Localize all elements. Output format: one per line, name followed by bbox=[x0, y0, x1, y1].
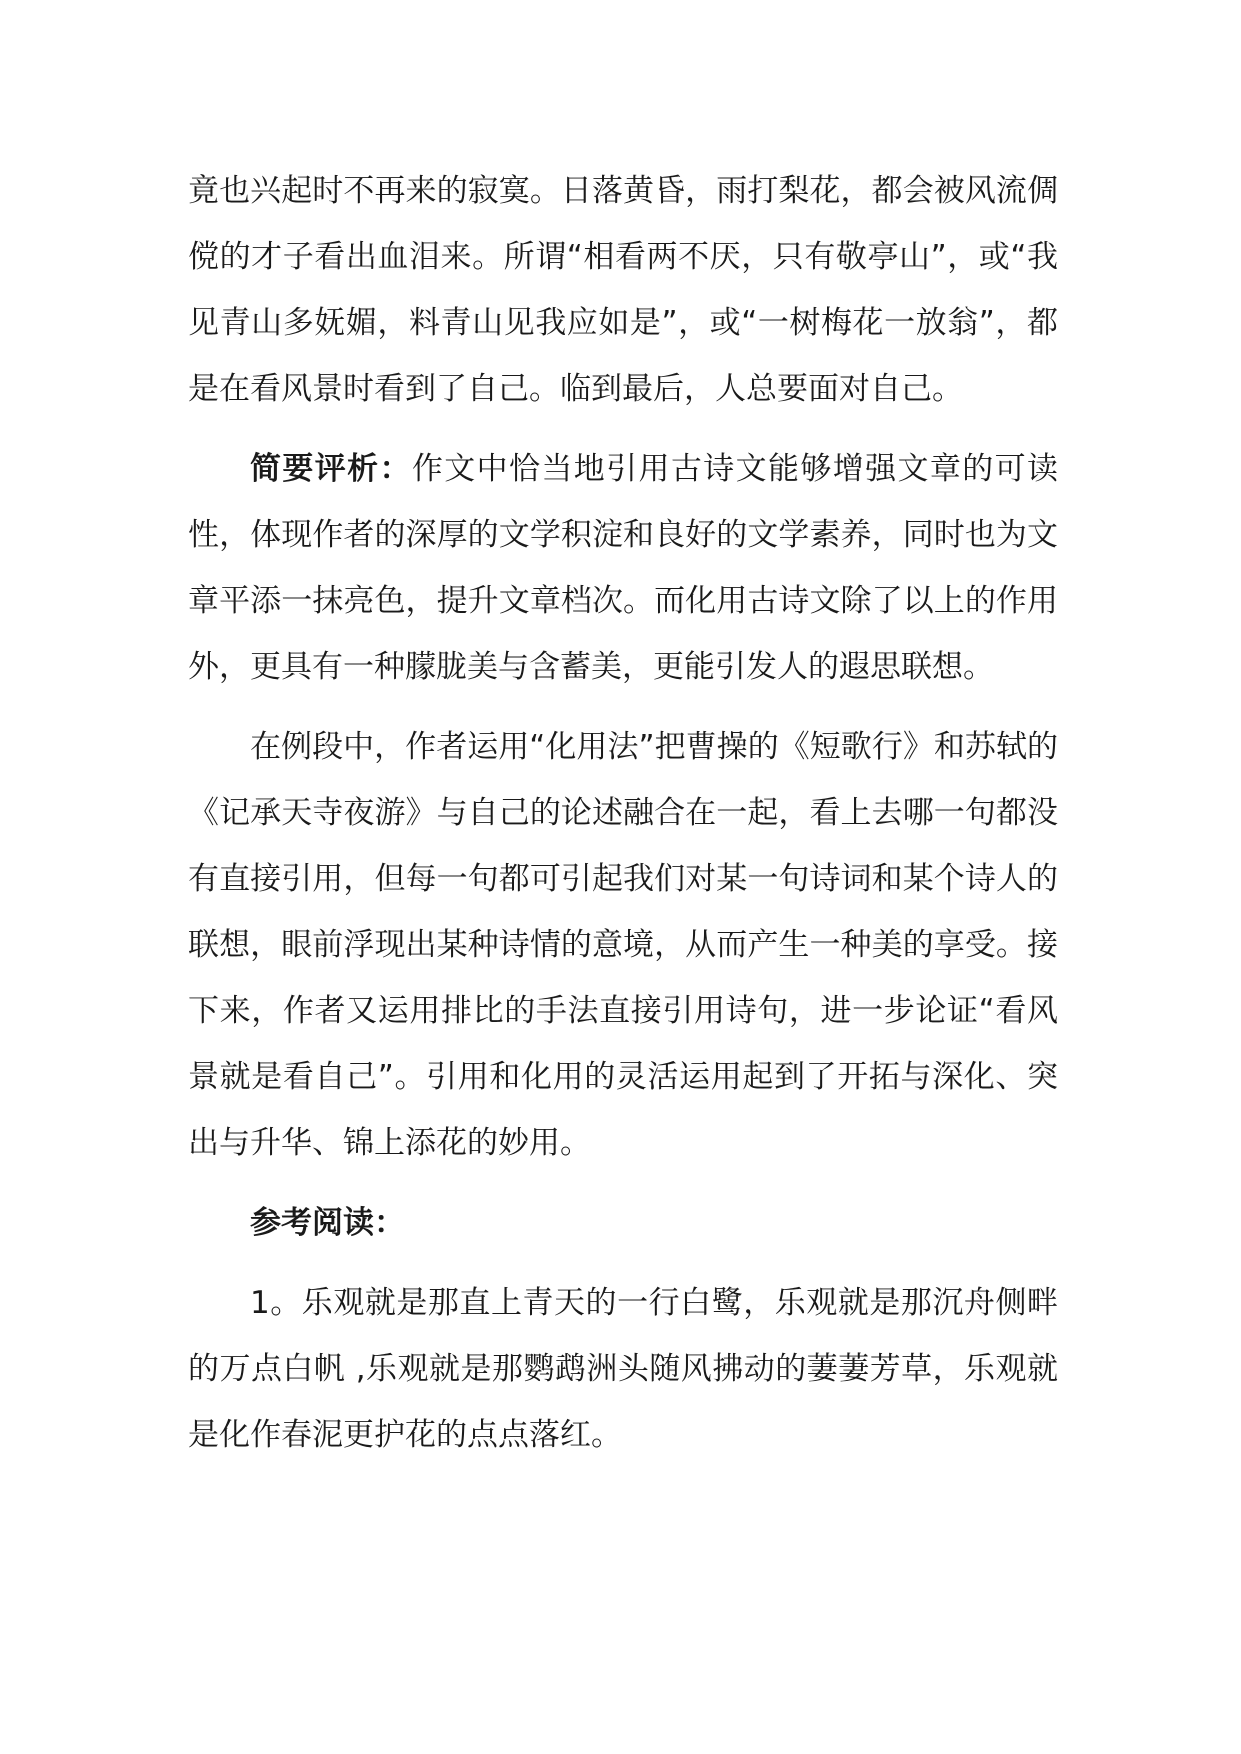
document-page bbox=[188, 158, 1058, 1468]
paragraph-brief-analysis bbox=[188, 436, 1058, 700]
brief-analysis-label: 简要评析： bbox=[250, 451, 412, 487]
paragraph-continuation: 竟也兴起时不再来的寂寞。日落黄昏，雨打梨花，都会被风流倜傥的才子看出血泪来。所谓“相看两不厌，只有敬亭山”，或“我见青山多妩媚，料青山见我应如是”，或“一树梅花一放翁”，都是在看风景时看到了自己。临到最后，人总要面对自己。 bbox=[188, 173, 1058, 407]
reference-reading-item-1: 1。乐观就是那直上青天的一行白鹭，乐观就是那沉舟侧畔的万点白帆 ,乐观就是那鹦鹉洲头随风拂动的萋萋芳草，乐观就是化作春泥更护花的点点落红。 bbox=[188, 1285, 1058, 1453]
brief-analysis-text: 作文中恰当地引用古诗文能够增强文章的可读性，体现作者的深厚的文学积淀和良好的文学素养，同时也为文章平添一抹亮色，提升文章档次。而化用古诗文除了以上的作用外，更具有一种朦胧美与含蓄美，更能引发人的遐思联想。 bbox=[188, 451, 1058, 685]
paragraph-example-analysis: 在例段中，作者运用“化用法”把曹操的《短歌行》和苏轼的《记承天寺夜游》与自己的论述融合在一起，看上去哪一句都没有直接引用，但每一句都可引起我们对某一句诗词和某个诗人的联想，眼前浮现出某种诗情的意境，从而产生一种美的享受。接下来，作者又运用排比的手法直接引用诗句，进一步论证“看风景就是看自己”。引用和化用的灵活运用起到了开拓与深化、突出与升华、锦上添花的妙用。 bbox=[188, 729, 1058, 1161]
reference-reading-heading: 参考阅读： bbox=[250, 1205, 405, 1241]
